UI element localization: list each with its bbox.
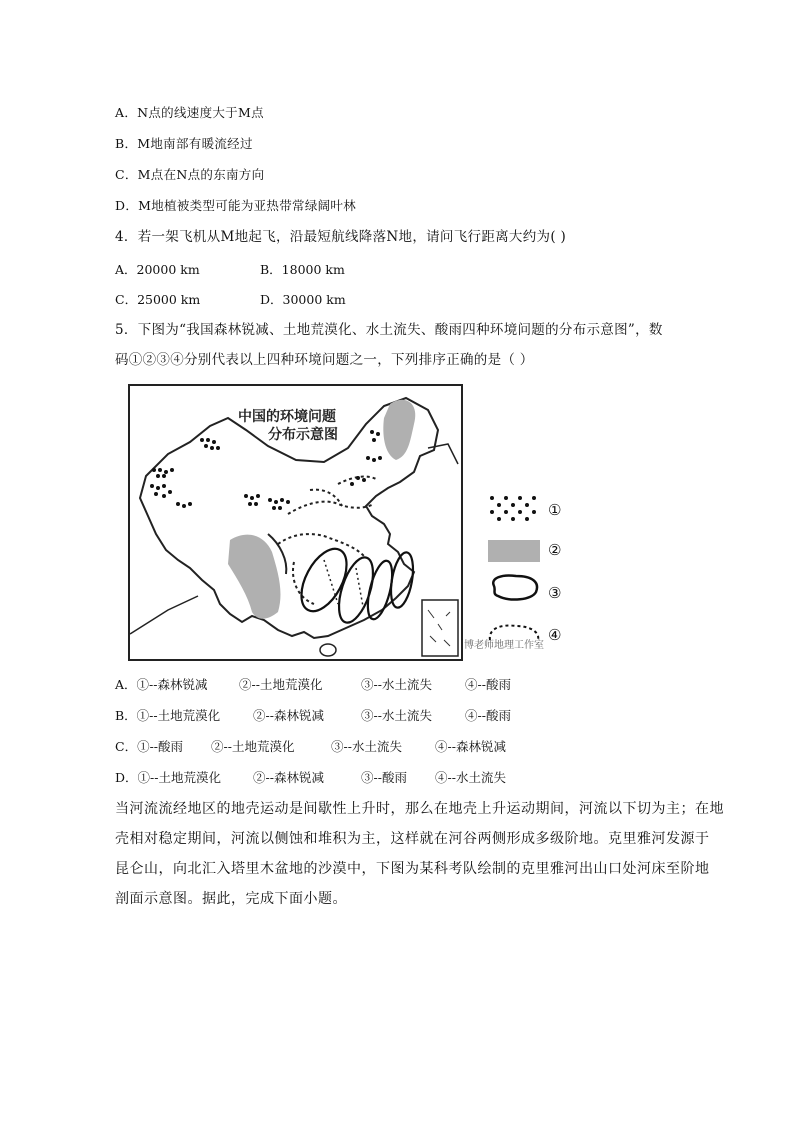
q5-c-2: ②--土地荒漠化 (211, 739, 295, 754)
q5-b-2: ②--森林锐减 (253, 708, 324, 723)
passage-line4: 剖面示意图。据此，完成下面小题。 (115, 891, 347, 907)
q5-d-2: ②--森林锐减 (253, 770, 324, 785)
q4-option-d: D．30000 km (260, 292, 346, 307)
watermark: 博老师地理工作室 (464, 640, 544, 651)
legend-label-2: ② (548, 541, 562, 559)
legend-label-3: ③ (548, 584, 562, 602)
passage-line3: 昆仑山，向北汇入塔里木盆地的沙漠中，下图为某科考队绘制的克里雅河出山口处河床至阶地 (115, 861, 710, 877)
passage-line2: 壳相对稳定期间，河流以侧蚀和堆积为主，这样就在河谷两侧形成多级阶地。克里雅河发源于 (115, 831, 710, 847)
q5-a-3: ③--水土流失 (361, 677, 432, 692)
q5-d-3: ③--酸雨 (361, 770, 407, 785)
south-china-sea-inset (422, 600, 458, 656)
map-title-line2: 分布示意图 (268, 427, 338, 443)
q5-c-3: ③--水土流失 (331, 739, 402, 754)
legend-symbols (480, 490, 546, 650)
q3-option-c: C．M点在N点的东南方向 (115, 167, 265, 182)
legend-symbol-dots (490, 496, 536, 521)
q4-option-c: C．25000 km (115, 292, 201, 307)
q5-c-4: ④--森林锐减 (435, 739, 506, 754)
q5-option-a (115, 677, 511, 693)
q5-b-4: ④--酸雨 (465, 708, 511, 723)
q5-b-3: ③--水土流失 (361, 708, 432, 723)
q5-option-b (115, 708, 511, 724)
q4-option-b: B．18000 km (260, 262, 345, 277)
legend-symbol-gray (488, 540, 540, 562)
q5-b-1: B．①--土地荒漠化 (115, 708, 221, 723)
map-title-line1: 中国的环境问题 (238, 409, 336, 425)
legend-symbol-solid-loop (493, 575, 537, 599)
q5-option-c (115, 739, 506, 755)
q5-d-4: ④--水土流失 (435, 770, 506, 785)
q3-option-b: B．M地南部有暖流经过 (115, 136, 253, 151)
q4-options-row2 (115, 292, 346, 308)
legend-symbol-dashed (490, 626, 538, 640)
q4-options-row1 (115, 262, 345, 278)
china-environment-map (128, 384, 544, 661)
q4-option-a: A．20000 km (115, 262, 200, 277)
q5-stem-line1: 5．下图为“我国森林锐减、土地荒漠化、水土流失、酸雨四种环境问题的分布示意图”，数 (115, 322, 663, 338)
passage-line1: 当河流流经地区的地壳运动是间歇性上升时，那么在地壳上升运动期间，河流以下切为主；在地 (115, 801, 724, 817)
q5-c-1: C．①--酸雨 (115, 739, 184, 754)
q3-option-a: A．N点的线速度大于M点 (115, 105, 264, 120)
map-legend (480, 490, 570, 650)
q5-option-d (115, 770, 506, 786)
legend-label-1: ① (548, 501, 562, 519)
q4-stem: 4．若一架飞机从M地起飞，沿最短航线降落N地，请问飞行距离大约为( ) (115, 229, 567, 245)
q5-stem-line2: 码①②③④分别代表以上四种环境问题之一，下列排序正确的是（ ） (115, 352, 534, 368)
q5-a-1: A．①--森林锐减 (115, 677, 208, 692)
q5-d-1: D．①--土地荒漠化 (115, 770, 221, 785)
legend-label-4: ④ (548, 626, 562, 644)
q3-option-d: D．M地植被类型可能为亚热带常绿阔叶林 (115, 198, 357, 213)
q5-a-2: ②--土地荒漠化 (239, 677, 323, 692)
q5-a-4: ④--酸雨 (465, 677, 511, 692)
